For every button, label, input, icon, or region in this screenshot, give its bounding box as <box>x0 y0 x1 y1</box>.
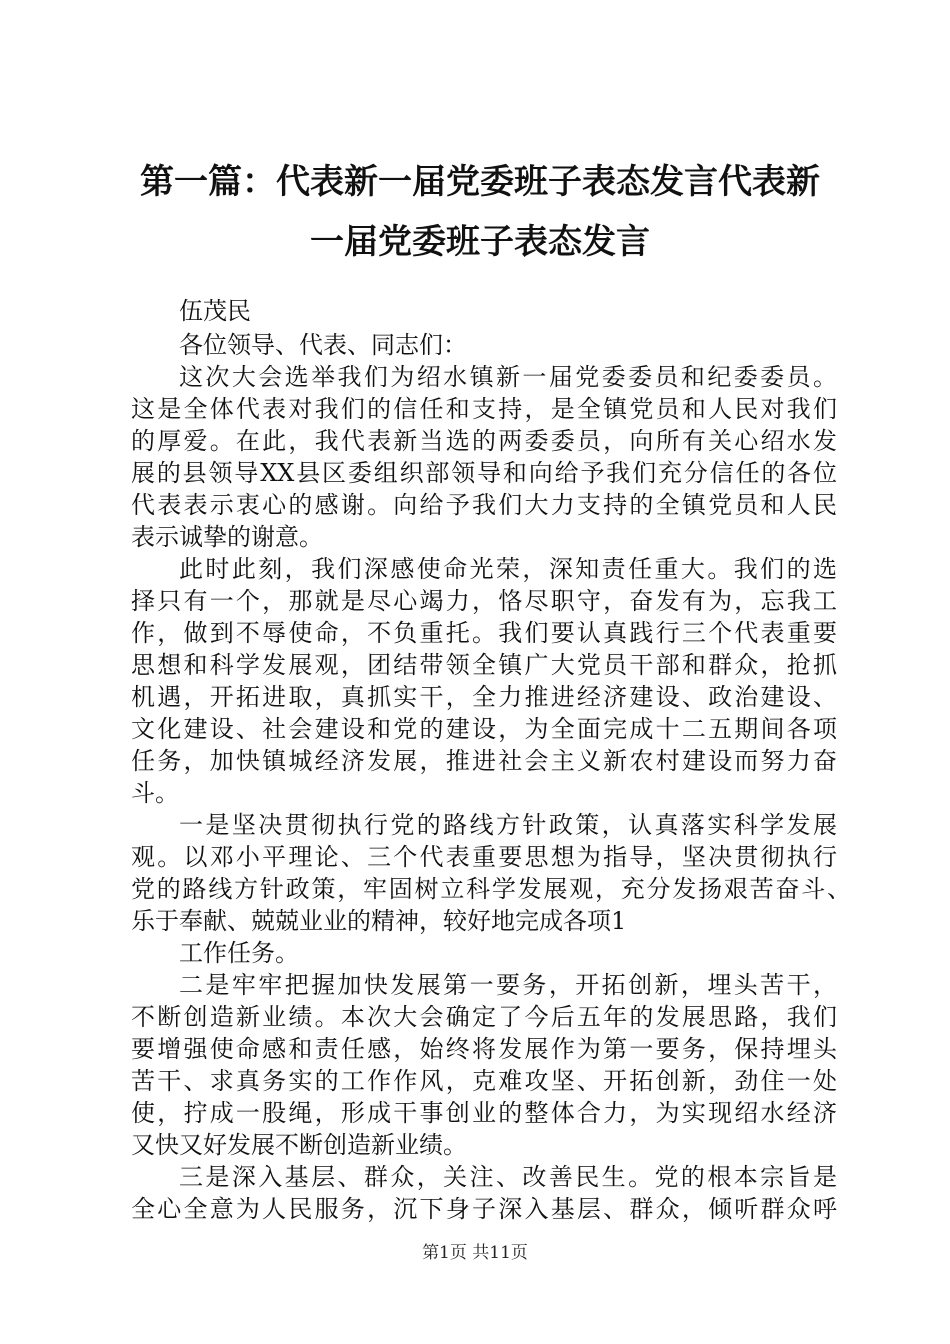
body-line: 三是深入基层、群众，关注、改善民生。党的根本宗旨是 <box>179 1163 837 1191</box>
document-title-line-2: 一届党委班子表态发言 <box>310 222 650 262</box>
body-line: 思想和科学发展观，团结带领全镇广大党员干部和群众，抢抓 <box>131 651 837 679</box>
body-line: 代表表示衷心的感谢。向给予我们大力支持的全镇党员和人民 <box>131 491 837 519</box>
salutation: 各位领导、代表、同志们： <box>179 331 467 359</box>
body-line: 工作任务。 <box>179 939 299 967</box>
body-line: 斗。 <box>131 779 179 807</box>
body-line: 机遇，开拓进取，真抓实干，全力推进经济建设、政治建设、 <box>131 683 837 711</box>
body-line: 任务，加快镇城经济发展，推进社会主义新农村建设而努力奋 <box>131 747 837 775</box>
body-line: 苦干、求真务实的工作作风，克难攻坚、开拓创新，劲住一处 <box>131 1067 837 1095</box>
body-line: 这次大会选举我们为绍水镇新一届党委委员和纪委委员。 <box>179 363 837 391</box>
document-title-line-1: 第一篇：代表新一届党委班子表态发言代表新 <box>140 162 820 202</box>
body-line: 表示诚挚的谢意。 <box>131 523 323 551</box>
body-line: 又快又好发展不断创造新业绩。 <box>131 1131 467 1159</box>
body-line: 要增强使命感和责任感，始终将发展作为第一要务，保持埋头 <box>131 1035 837 1063</box>
body-line: 二是牢牢把握加快发展第一要务，开拓创新，埋头苦干， <box>179 971 837 999</box>
body-line: 这是全体代表对我们的信任和支持，是全镇党员和人民对我们 <box>131 395 837 423</box>
body-line: 择只有一个，那就是尽心竭力，恪尽职守，奋发有为，忘我工 <box>131 587 837 615</box>
body-line: 乐于奉献、兢兢业业的精神，较好地完成各项1 <box>131 907 627 935</box>
author-name: 伍茂民 <box>179 297 251 325</box>
body-line: 不断创造新业绩。本次大会确定了今后五年的发展思路，我们 <box>131 1003 837 1031</box>
body-line: 作，做到不辱使命，不负重托。我们要认真践行三个代表重要 <box>131 619 837 647</box>
body-line: 此时此刻，我们深感使命光荣，深知责任重大。我们的选 <box>179 555 837 583</box>
body-line: 的厚爱。在此，我代表新当选的两委委员，向所有关心绍水发 <box>131 427 837 455</box>
body-line: 全心全意为人民服务，沉下身子深入基层、群众，倾听群众呼 <box>131 1195 837 1223</box>
body-line: 观。以邓小平理论、三个代表重要思想为指导，坚决贯彻执行 <box>131 843 837 871</box>
body-line: 党的路线方针政策，牢固树立科学发展观，充分发扬艰苦奋斗、 <box>131 875 851 903</box>
page-footer: 第1页 共11页 <box>422 1243 528 1263</box>
body-line: 展的县领导XX县区委组织部领导和向给予我们充分信任的各位 <box>131 459 837 487</box>
body-line: 使，拧成一股绳，形成干事创业的整体合力，为实现绍水经济 <box>131 1099 837 1127</box>
body-line: 一是坚决贯彻执行党的路线方针政策，认真落实科学发展 <box>179 811 837 839</box>
body-line: 文化建设、社会建设和党的建设，为全面完成十二五期间各项 <box>131 715 837 743</box>
